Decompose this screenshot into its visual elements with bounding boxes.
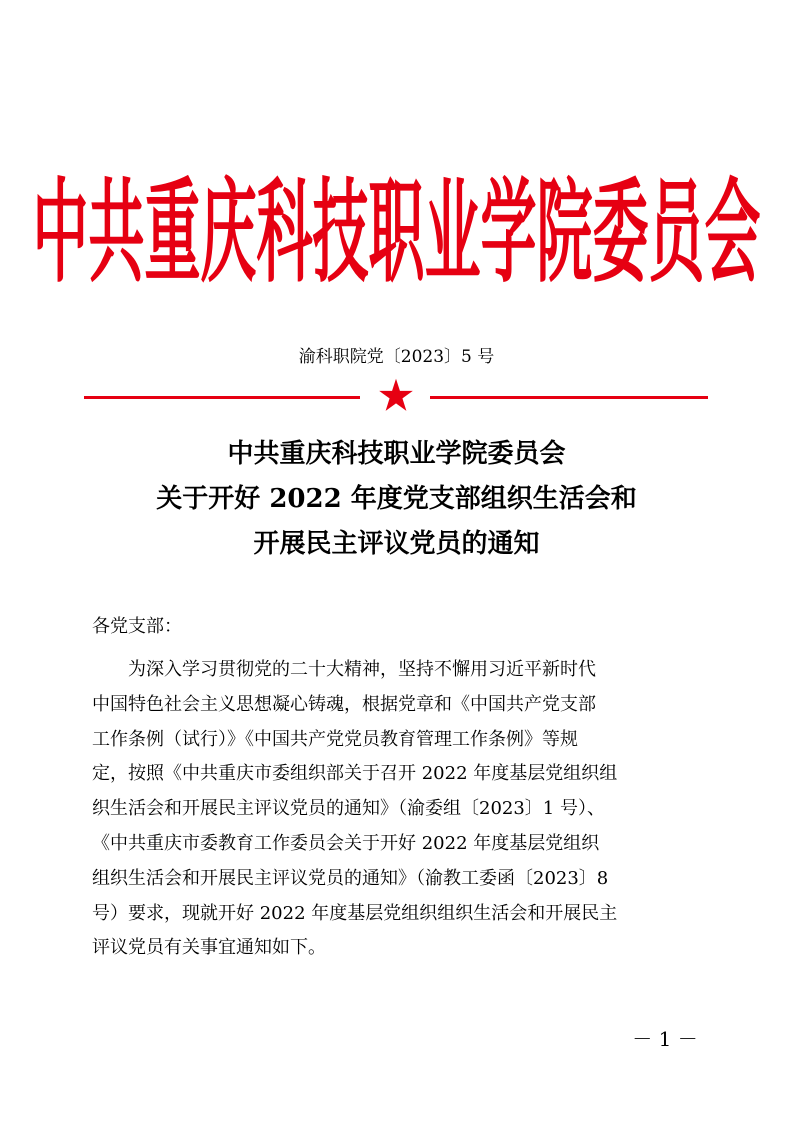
body-text-line: 号）要求，现就开好 2022 年度基层党组织组织生活会和开展民主 <box>92 903 618 924</box>
body-text-line: 织生活会和开展民主评议党员的通知》（渝委组〔2023〕1 号）、 <box>92 798 605 819</box>
star-icon <box>378 378 414 412</box>
salutation: 各党支部： <box>92 616 182 637</box>
body-text-line: 评议党员有关事宜通知如下。 <box>92 937 326 958</box>
body-text-line: 定，按照《中共重庆市委组织部关于召开 2022 年度基层党组织组 <box>92 763 618 784</box>
document-number: 渝科职院党〔2023〕5 号 <box>298 347 495 367</box>
body-text-line: 组织生活会和开展民主评议党员的通知》（渝教工委函〔2023〕8 <box>92 868 609 889</box>
document-title-line-2: 关于开好 2022 年度党支部组织生活会和 <box>156 484 637 514</box>
document-title-line-3: 开展民主评议党员的通知 <box>253 529 540 559</box>
body-text-line: 《中共重庆市委教育工作委员会关于开好 2022 年度基层党组织 <box>92 833 600 854</box>
document-title-line-1: 中共重庆科技职业学院委员会 <box>227 439 566 469</box>
red-rule-left <box>84 396 360 399</box>
body-text-line: 为深入学习贯彻党的二十大精神，坚持不懈用习近平新时代 <box>128 659 596 680</box>
red-rule-right <box>430 396 708 399</box>
organization-header: 中共重庆科技职业学院委员会 <box>32 169 761 299</box>
body-text-line: 工作条例（试行）》《中国共产党党员教育管理工作条例》等规 <box>92 729 578 750</box>
body-text-line: 中国特色社会主义思想凝心铸魂，根据党章和《中国共产党支部 <box>92 694 596 715</box>
page-number: － 1 － <box>632 1027 698 1051</box>
